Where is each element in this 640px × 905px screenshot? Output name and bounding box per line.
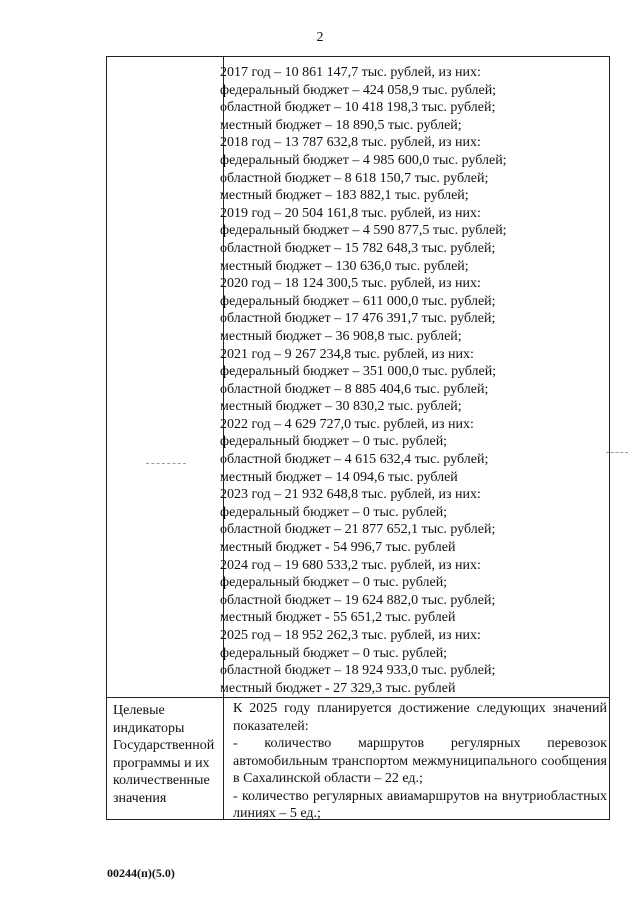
budget-line: 2019 год – 20 504 161,8 тыс. рублей, из них: xyxy=(220,205,481,221)
budget-line: областной бюджет – 8 618 150,7 тыс. рублей; xyxy=(220,170,489,186)
indicator-item: - количество регулярных авиамаршрутов на внутриобластных линиях – 5 ед.; xyxy=(233,788,607,821)
budget-line: местный бюджет - 27 329,3 тыс. рублей xyxy=(220,680,456,696)
budget-line: федеральный бюджет – 351 000,0 тыс. рублей; xyxy=(220,364,497,380)
scan-artifact xyxy=(146,463,186,464)
scan-artifact xyxy=(606,452,628,453)
budget-line: 2018 год – 13 787 632,8 тыс. рублей, из них: xyxy=(220,135,481,151)
budget-line: местный бюджет – 30 830,2 тыс. рублей; xyxy=(220,399,462,415)
budget-line: областной бюджет – 18 924 933,0 тыс. рублей; xyxy=(220,663,496,679)
budget-line: федеральный бюджет – 424 058,9 тыс. рублей; xyxy=(220,82,497,98)
budget-line: 2022 год – 4 629 727,0 тыс. рублей, из них: xyxy=(220,416,474,432)
budget-line: областной бюджет – 8 885 404,6 тыс. рублей; xyxy=(220,381,489,397)
budget-line: местный бюджет – 14 094,6 тыс. рублей xyxy=(220,469,458,485)
budget-line: 2023 год – 21 932 648,8 тыс. рублей, из них: xyxy=(220,487,481,503)
budget-line: 2017 год – 10 861 147,7 тыс. рублей, из них: xyxy=(220,65,481,80)
budget-line: местный бюджет - 55 651,2 тыс. рублей xyxy=(220,610,456,626)
indicators-content xyxy=(233,700,607,823)
budget-line: федеральный бюджет – 0 тыс. рублей; xyxy=(220,645,448,661)
budget-line: 2020 год – 18 124 300,5 тыс. рублей, из них: xyxy=(220,276,481,292)
indicators-intro: К 2025 году планируется достижение следующих значений показателей: xyxy=(233,701,607,734)
budget-line: областной бюджет – 17 476 391,7 тыс. рублей; xyxy=(220,311,496,327)
budget-line: областной бюджет – 19 624 882,0 тыс. рублей; xyxy=(220,592,496,608)
budget-line: 2021 год – 9 267 234,8 тыс. рублей, из них: xyxy=(220,346,474,362)
budget-line: федеральный бюджет – 4 985 600,0 тыс. рублей; xyxy=(220,152,507,168)
budget-line: 2025 год – 18 952 262,3 тыс. рублей, из них: xyxy=(220,628,481,643)
budget-line: федеральный бюджет – 4 590 877,5 тыс. рублей; xyxy=(220,223,507,239)
document-code: 00244(п)(5.0) xyxy=(107,866,175,880)
budget-line: федеральный бюджет – 611 000,0 тыс. рублей; xyxy=(220,293,496,309)
budget-line: местный бюджет - 54 996,7 тыс. рублей xyxy=(220,540,456,556)
budget-line: областной бюджет – 15 782 648,3 тыс. рублей; xyxy=(220,240,496,256)
budget-line: федеральный бюджет – 0 тыс. рублей; xyxy=(220,504,448,520)
budget-line: местный бюджет – 130 636,0 тыс. рублей; xyxy=(220,258,469,274)
budget-line: местный бюджет – 18 890,5 тыс. рублей; xyxy=(220,117,462,133)
indicators-label: Целевые индикаторы Государственной программы и их количественные значения xyxy=(113,703,215,806)
budget-line: местный бюджет – 36 908,8 тыс. рублей; xyxy=(220,328,462,344)
page-number: 2 xyxy=(316,30,324,45)
indicator-item: - количество маршрутов регулярных перевозок автомобильным транспортом межмуниципального сообщения в Сахалинской области – 22 ед.; xyxy=(233,736,607,786)
budget-line: федеральный бюджет – 0 тыс. рублей; xyxy=(220,575,448,591)
budget-line: федеральный бюджет – 0 тыс. рублей; xyxy=(220,434,448,450)
budget-line: областной бюджет – 21 877 652,1 тыс. рублей; xyxy=(220,522,496,538)
budget-line: областной бюджет – 10 418 198,3 тыс. рублей; xyxy=(220,100,496,116)
budget-funding-list xyxy=(220,64,600,697)
budget-line: областной бюджет – 4 615 632,4 тыс. рублей; xyxy=(220,452,489,468)
budget-line: 2024 год – 19 680 533,2 тыс. рублей, из них: xyxy=(220,557,481,573)
budget-line: местный бюджет – 183 882,1 тыс. рублей; xyxy=(220,188,469,204)
